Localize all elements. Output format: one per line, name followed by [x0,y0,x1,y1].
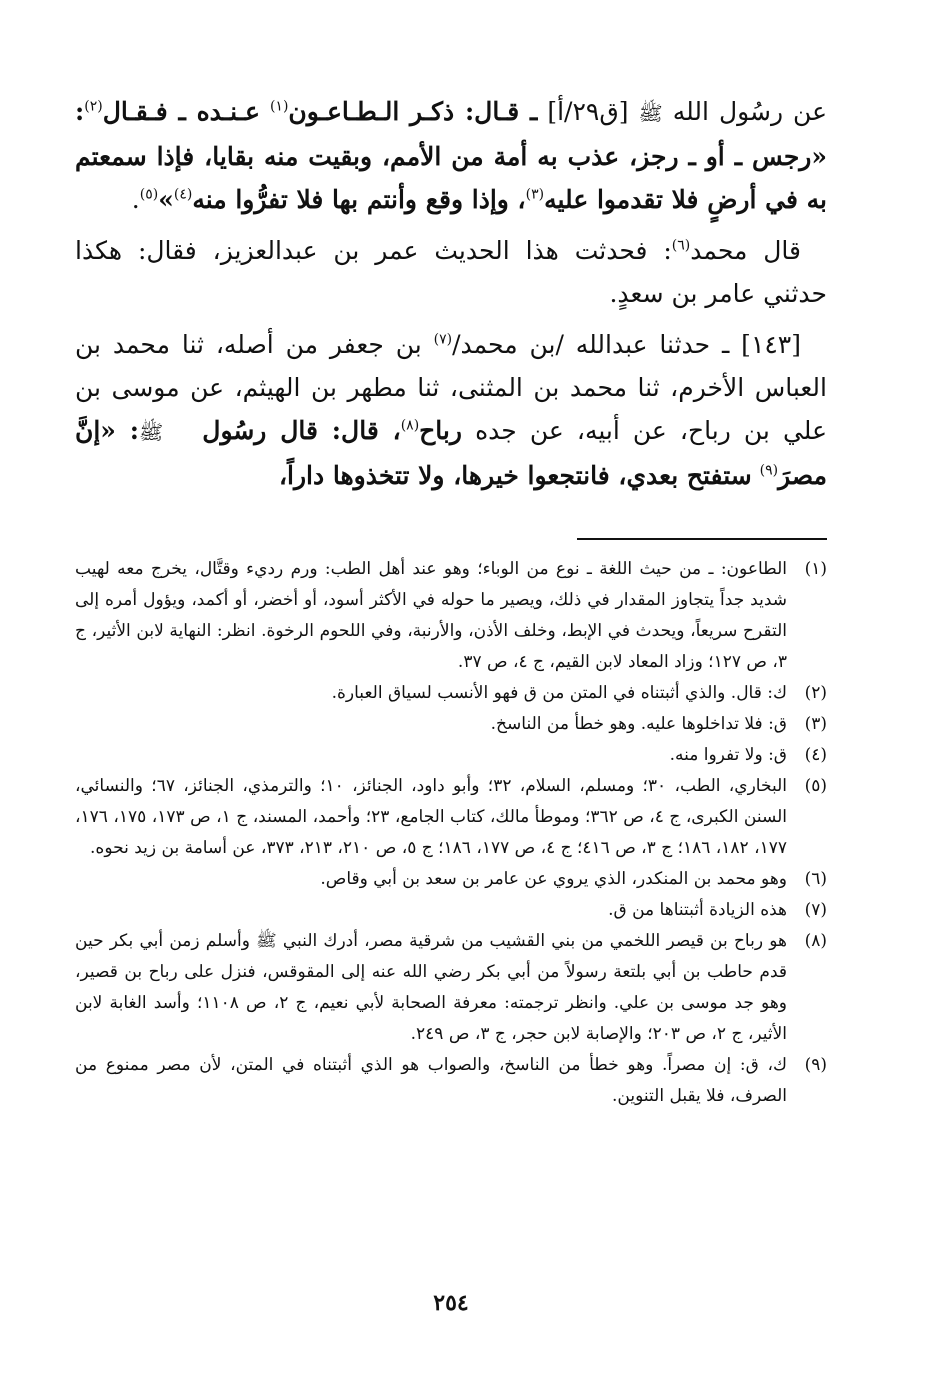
salla-glyph-icon: ﷺ [638,101,663,125]
footnote-number: (٩) [804,1055,827,1075]
footnote-marker[interactable]: (٥) [139,186,159,203]
footnote-text: الطاعون: ـ من حيث اللغة ـ نوع من الوباء؛ وهو عند أهل الطب: ورم رديء وقتَّال، يخرج معه لهيب شديد جداً يتجاوز المقدار في ذلك، ويصير ما حوله في الأكثر أسود، أو أخضر، أو أكمد، ويؤول أمره إلى التقرح سريعاً، ويحدث في الإبط، وخلف الأذن، والأرنبة، وفي اللحوم الرخوة. انظر: النهاية لابن الأثير، ج ٣، ص ١٢٧؛ وزاد المعاد لابن القيم، ج ٤، ص ٣٧. [75,559,787,672]
text-segment: عن رسُول الله [672,97,827,126]
footnote-item [75,740,827,771]
salla-glyph-icon: ﷺ [139,420,164,444]
main-text [75,90,827,497]
footnote-text: وهو محمد بن المنكدر، الذي يروي عن عامر بن سعد بن أبي وقاص. [320,869,787,889]
footnote-text: ك: قال. والذي أثبتناه في المتن من ق فهو الأنسب لسياق العبارة. [331,683,787,703]
hadith-paragraph-143 [75,323,827,497]
footnote-marker[interactable]: (٢) [84,98,103,115]
footnote-number: (٥) [804,776,827,796]
footnote-item [75,709,827,740]
hadith-paragraph-1 [75,90,827,221]
hadith-quote: «رجس ـ أو ـ رجز، عذب به أمة من الأمم، وبقيت منه بقايا، فإذا سمعتم به في أرضٍ فلا تقدموا عليه [75,142,827,214]
book-page [75,90,827,1340]
footnote-number: (٣) [804,714,827,734]
text-segment: : [75,97,85,126]
footnote-marker[interactable]: (٨) [400,417,420,434]
footnote-text: ق: فلا تداخلوها عليه. وهو خطأ من الناسخ. [490,714,787,734]
footnotes-section [75,554,827,1112]
text-segment: : فحدثت هذا الحديث عمر بن عبدالعزيز، فقال: هكذا حدثني عامر بن سعدٍ. [75,236,827,308]
narration-paragraph-2 [75,229,827,315]
hadith-quote: : «إنَّ مصرَ [75,416,827,490]
footnote-text: ك، ق: إن مصراً. وهو خطأ من الناسخ، والصواب هو الذي أثبتناه في المتن، لأن مصر ممنوع من الصرف، فلا يقبل التنوين. [75,1055,787,1106]
footnote-marker[interactable]: (٩) [759,462,779,479]
footnote-number: (٧) [804,900,827,920]
text-segment: ، قال: قال رسُول [202,416,401,445]
page-number: ٢٥٤ [433,1290,469,1316]
hadith-quote: ستفتح بعدي، فانتجعوا خيرها، ولا تتخذوها داراً، [278,461,752,490]
footnote-marker[interactable]: (٦) [671,237,691,254]
text-segment: [١٤٣] ـ حدثنا عبدالله /بن محمد/ [452,330,802,359]
text-segment: عـنـده ـ فـقـال [102,97,260,126]
footnote-marker[interactable]: (٣) [525,186,545,203]
footnote-marker[interactable]: (٤) [173,186,193,203]
footnote-number: (٤) [804,745,827,765]
manuscript-reference: [ق٢٩/أ] [547,97,629,126]
text-segment: قال محمد [690,236,801,265]
footnote-item [75,926,827,1050]
footnote-number: (١) [804,559,827,579]
text-segment: . [131,185,140,214]
footnote-number: (٦) [804,869,827,889]
footnote-number: (٢) [804,683,827,703]
footnote-divider [577,538,827,540]
footnote-text: هو رباح بن قيصر اللخمي من بني القشيب من شرقية مصر، أدرك النبي ﷺ وأسلم زمن أبي بكر حين قدم حاطب بن أبي بلتعة رسولاً من أبي بكر رضي الله عنه إلى المقوقس، فنزل على رباح بن قصير، وهو جد موسى بن علي. وانظر ترجمته: معرفة الصحابة لأبي نعيم، ج ٢، ص ١١٠٨؛ وأسد الغابة لابن الأثير، ج ٢، ص ٢٠٣؛ والإصابة لابن حجر، ج ٣، ص ٢٤٩. [75,931,787,1044]
footnote-text: ق: ولا تفروا منه. [669,745,787,765]
narrator-name: رباح [419,416,462,445]
text-segment: ـ قـال: ذكـر الـطـاعـون [288,97,538,126]
footnote-text: البخاري، الطب، ٣٠؛ ومسلم، السلام، ٣٢؛ وأبو داود، الجنائز، ١٠؛ والترمذي، الجنائز، ٦٧؛ والنسائي، السنن الكبرى، ج ٤، ص ٣٦٢؛ وموطأ مالك، كتاب الجامع، ٢٣؛ وأحمد، المسند، ج ١، ص ١٧٣، ١٧٥، ١٧٦، ١٧٧، ١٨٢، ١٨٦؛ ج ٣، ص ٤١٦؛ ج ٤، ص ١٧٧، ١٨٦؛ ج ٥، ص ٢١٠، ٢١٣، ٣٧٣، عن أسامة بن زيد نحوه. [75,776,788,858]
footnote-item [75,554,827,678]
footnote-item [75,771,827,864]
footnote-number: (٨) [804,931,827,951]
text-segment: » [158,185,174,214]
footnote-item [75,895,827,926]
hadith-quote: ، وإذا وقع وأنتم بها فلا تفرُّوا منه [192,185,526,214]
footnote-item [75,1050,827,1112]
footnote-marker[interactable]: (٧) [433,331,453,348]
footnote-item [75,864,827,895]
footnote-text: هذه الزيادة أثبتناها من ق. [608,900,787,920]
footnote-marker[interactable]: (١) [269,98,289,115]
text-segment: بن جعفر من أصله، ثنا محمد بن العباس الأخرم، ثنا محمد بن المثنى، ثنا مطهر بن الهيثم، عن موسى بن علي بن رباح، عن أبيه، عن جده [75,330,827,445]
footnote-item [75,678,827,709]
